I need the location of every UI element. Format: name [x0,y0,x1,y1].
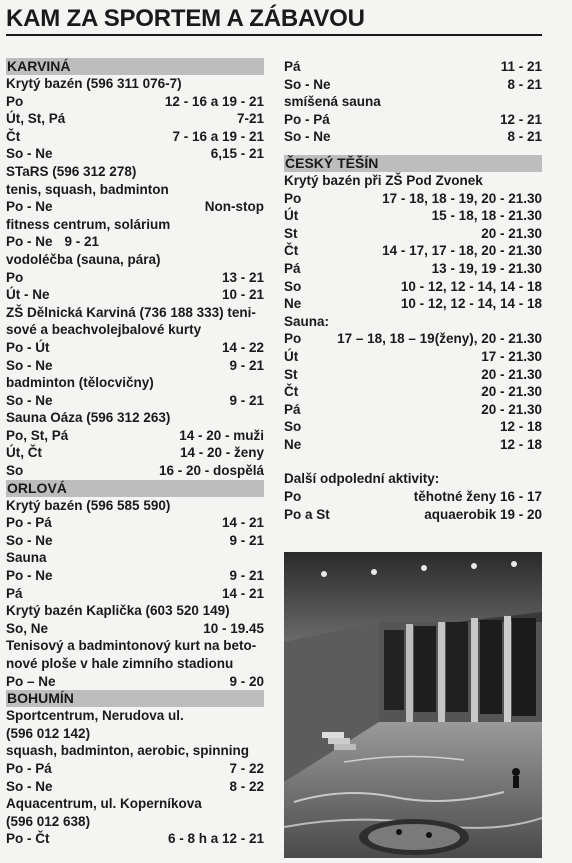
activity-label: squash, badminton, aerobic, spinning [6,743,250,759]
venue-title: Krytý bazén při ZŠ Pod Zvonek [284,172,483,188]
venue-description: Tenisový a badmintonový kurt na beto- [6,638,257,654]
schedule-row: Po, St, Pá 14 - 20 - muži [6,427,264,443]
venue-title: Aquacentrum, ul. Koperníkova [6,796,202,812]
schedule-row: Čt 20 - 21.30 [284,384,542,400]
schedule-row: Po a St aquaerobik 19 - 20 [284,506,542,522]
right-column [284,58,542,523]
schedule-row: So - Ne 8 - 22 [6,778,264,794]
schedule-row: Po – Ne 9 - 20 [6,673,264,689]
schedule-row: Po - Pá 7 - 22 [6,760,264,776]
schedule-row: St 20 - 21.30 [284,225,542,241]
schedule-row: So - Ne 6,15 - 21 [6,146,264,162]
activity-label: badminton (tělocvičny) [6,375,154,391]
schedule-row: So - Ne 9 - 21 [6,357,264,373]
schedule-row: Po - Pá 12 - 21 [284,111,542,127]
schedule-row: Út 15 - 18, 18 - 21.30 [284,208,542,224]
schedule-row: Út, Čt 14 - 20 - ženy [6,445,264,461]
schedule-row: So - Ne 9 - 21 [6,532,264,548]
section-heading-orlova: ORLOVÁ [6,480,264,497]
schedule-row: Po 12 - 16 a 19 - 21 [6,93,264,109]
indoor-pool-photo [284,552,542,858]
venue-title: Sportcentrum, Nerudova ul. [6,708,184,724]
schedule-row: So 10 - 12, 12 - 14, 14 - 18 [284,278,542,294]
activity-label: Další odpolední aktivity: [284,471,440,487]
schedule-row: Út, St, Pá 7-21 [6,111,264,127]
schedule-row: So 12 - 18 [284,419,542,435]
schedule-row: Po 13 - 21 [6,269,264,285]
schedule-row: So 16 - 20 - dospělá [6,463,264,479]
schedule-row: Po 17 – 18, 18 – 19(ženy), 20 - 21.30 [284,331,542,347]
schedule-row: Pá 11 - 21 [284,59,542,74]
venue-title: Sauna Oáza (596 312 263) [6,410,171,426]
schedule-row: Čt 14 - 17, 17 - 18, 20 - 21.30 [284,243,542,259]
schedule-row: So - Ne 8 - 21 [284,76,542,92]
venue-title: Krytý bazén Kaplička (603 520 149) [6,603,230,619]
venue-title: Krytý bazén (596 585 590) [6,497,171,513]
activity-label: fitness centrum, solárium [6,216,171,232]
activity-label: smíšená sauna [284,94,381,110]
schedule-row: Pá 14 - 21 [6,585,264,601]
activity-label: vodoléčba (sauna, pára) [6,251,161,267]
schedule-row: So - Ne 9 - 21 [6,392,264,408]
schedule-row: Po - Ne Non-stop [6,199,264,215]
schedule-row: Ne 10 - 12, 12 - 14, 14 - 18 [284,296,542,312]
section-heading-karvina: KARVINÁ [6,58,264,75]
section-heading-cesky-tesin: ČESKÝ TĚŠÍN [284,155,542,172]
schedule-row: Po - Út 14 - 22 [6,339,264,355]
section-heading-bohumin: BOHUMÍN [6,690,264,707]
venue-title: STaRS (596 312 278) [6,163,137,179]
schedule-row: Po 17 - 18, 18 - 19, 20 - 21.30 [284,190,542,206]
venue-title: sové a beachvolejbalové kurty [6,322,202,338]
activity-label: tenis, squash, badminton [6,181,169,197]
schedule-row: Po - Čt 6 - 8 h a 12 - 21 [6,831,264,847]
venue-title: Krytý bazén (596 311 076-7) [6,76,182,91]
venue-phone: (596 012 142) [6,725,91,741]
page-title: KAM ZA SPORTEM A ZÁBAVOU [6,4,542,36]
schedule-row: Po - Pá 14 - 21 [6,515,264,531]
schedule-row: Út 17 - 21.30 [284,348,542,364]
schedule-row: Ne 12 - 18 [284,436,542,452]
venue-title: ZŠ Dělnická Karviná (736 188 333) teni- [6,304,256,320]
schedule-row: Po - Ne 9 - 21 [6,234,100,250]
activity-label: Sauna: [284,313,330,329]
schedule-row: St 20 - 21.30 [284,366,542,382]
schedule-row: Po - Ne 9 - 21 [6,568,264,584]
schedule-row: Út - Ne 10 - 21 [6,287,264,303]
left-column [6,58,264,848]
venue-description: nové ploše v hale zimního stadionu [6,656,234,671]
schedule-row: Pá 20 - 21.30 [284,401,542,417]
schedule-row: Čt 7 - 16 a 19 - 21 [6,128,264,144]
schedule-row: Po těhotné ženy 16 - 17 [284,489,542,505]
schedule-row: So - Ne 8 - 21 [284,129,542,145]
schedule-row: Pá 13 - 19, 19 - 21.30 [284,260,542,276]
activity-label: Sauna [6,550,47,566]
schedule-row: So, Ne 10 - 19.45 [6,620,264,636]
venue-phone: (596 012 638) [6,813,91,829]
